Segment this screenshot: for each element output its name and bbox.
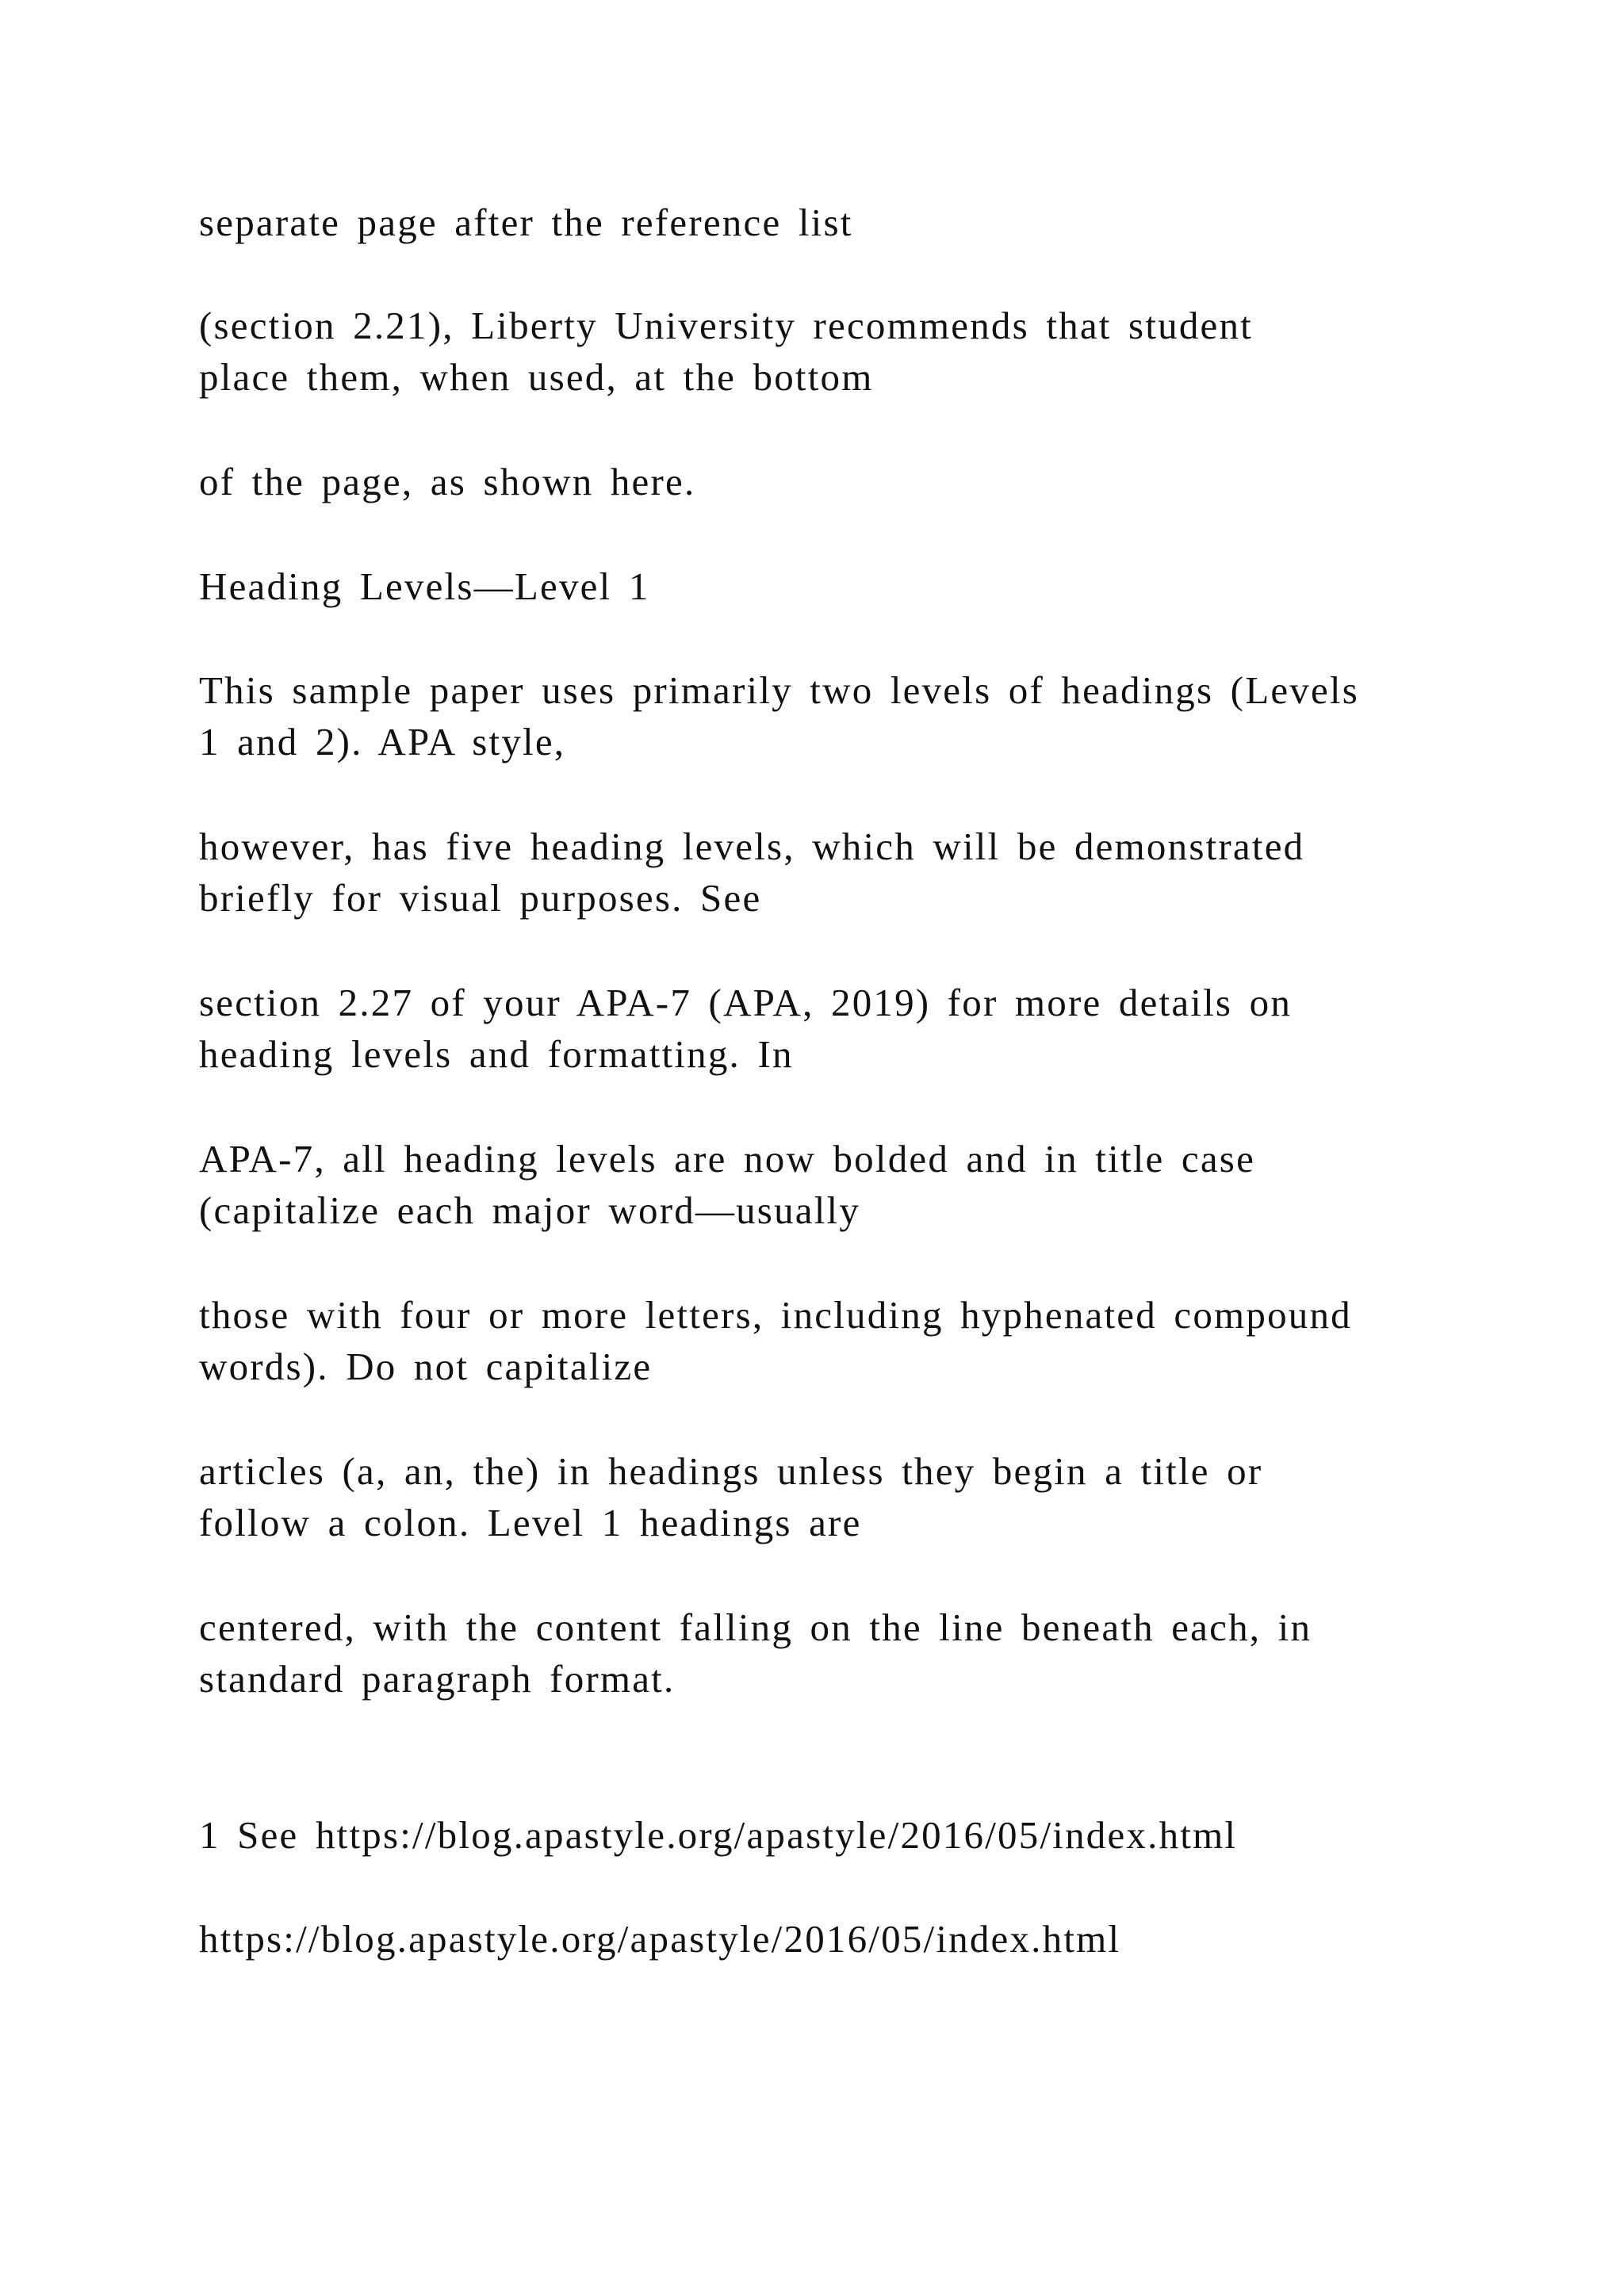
footnote: 1 See https://blog.apastyle.org/apastyle/2016/05/index.html [199,1813,1238,1857]
paragraph-6: section 2.27 of your APA-7 (APA, 2019) for more details on heading levels and formatting. In [199,981,1293,1076]
paragraph-3: of the page, as shown here. [199,460,696,503]
heading-level-1: Heading Levels—Level 1 [199,564,650,608]
footnote-url[interactable]: https://blog.apastyle.org/apastyle/2016/05/index.html [199,1917,1121,1961]
paragraph-7: APA-7, all heading levels are now bolded and in title case (capitalize each major word—usually [199,1137,1256,1232]
paragraph-10: centered, with the content falling on the line beneath each, in standard paragraph format. [199,1605,1312,1701]
paragraph-4: This sample paper uses primarily two levels of headings (Levels 1 and 2). APA style, [199,668,1360,763]
paragraph-5: however, has five heading levels, which will be demonstrated briefly for visual purposes. See [199,825,1305,920]
paragraph-2: (section 2.21), Liberty University recommends that student place them, when used, at the bottom [199,304,1253,399]
paragraph-1: separate page after the reference list [199,201,853,244]
paragraph-9: articles (a, an, the) in headings unless they begin a title or follow a colon. Level 1 headings are [199,1449,1263,1544]
paragraph-8: those with four or more letters, including hyphenated compound words). Do not capitalize [199,1293,1352,1388]
